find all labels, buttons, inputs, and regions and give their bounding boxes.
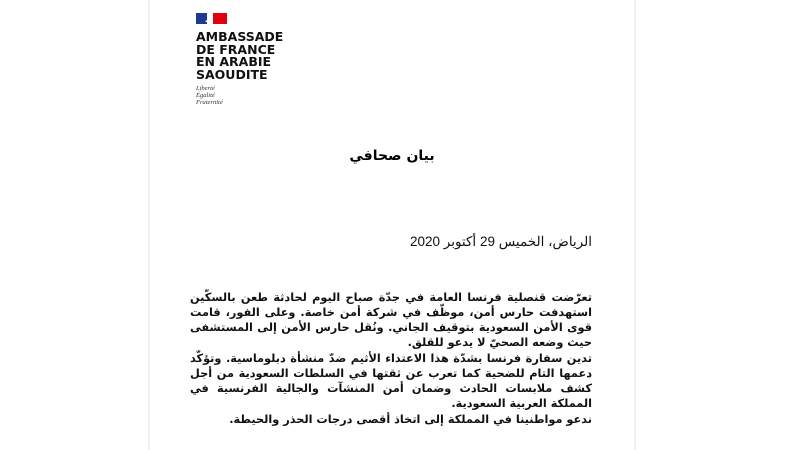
embassy-letterhead xyxy=(196,13,316,106)
embassy-name xyxy=(196,31,316,81)
motto-line: Égalité xyxy=(196,92,215,99)
flag-red-band xyxy=(213,13,227,24)
embassy-name-line: EN ARABIE xyxy=(196,54,272,69)
flag-blue-band xyxy=(196,13,207,24)
document-page xyxy=(148,0,636,450)
dateline: الرياض، الخميس 29 أكتوبر 2020 xyxy=(409,234,592,249)
paragraph-incident: تعرّضت قنصلية فرنسا العامة في جدّة صباح اليوم لحادثة طعن بالسكّين استهدفت حارس أمن، موظّف في شركة أمن خاصة. وعلى الفور، قامت قوى الأمن السعودية بتوقيف الجاني. ونُقل حارس الأمن إلى المستشفى حيث وضعه الصحيّ لا يدعو للقلق. xyxy=(190,291,592,349)
paragraph-condemnation: تدين سفارة فرنسا بشدّة هذا الاعتداء الأثيم ضدّ منشأة دبلوماسية. وتؤكّد دعمها التام للضحية كما تعرب عن ثقتها في السلطات السعودية من أجل كشف ملابسات الحادث وضمان أمن المنشآت والجالية الفرنسية في المملكة العربية السعودية. xyxy=(190,352,592,410)
republic-motto xyxy=(196,85,316,106)
motto-line: Fraternité xyxy=(196,99,223,106)
document-title: بيان صحافي xyxy=(349,148,435,164)
embassy-name-line: SAOUDITE xyxy=(196,66,268,82)
motto-line: Liberté xyxy=(196,85,215,92)
french-flag-icon xyxy=(196,13,227,24)
paragraph-advisory: ندعو مواطنينا في المملكة إلى اتخاذ أقصى درجات الحذر والحيطة. xyxy=(229,413,592,426)
embassy-name-line: AMBASSADE xyxy=(196,29,284,44)
embassy-name-line: DE FRANCE xyxy=(196,41,276,57)
